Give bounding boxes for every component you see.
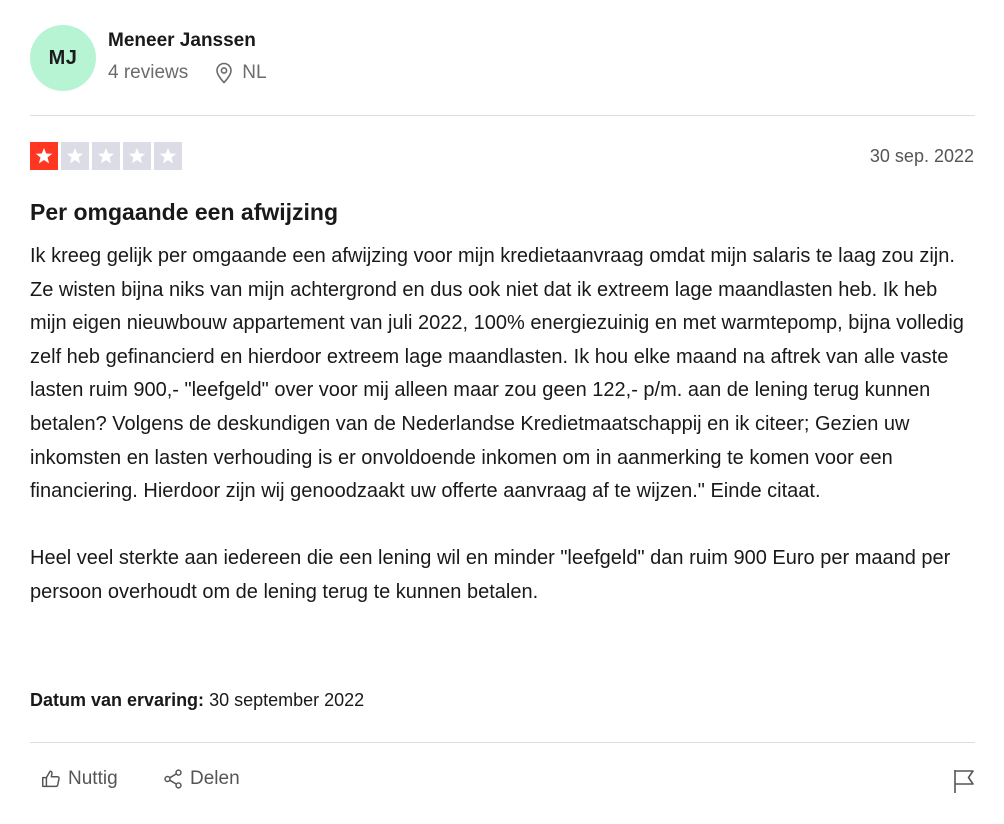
useful-button[interactable] — [40, 768, 118, 790]
star-rating — [30, 142, 182, 170]
share-icon — [162, 768, 184, 790]
experience-date — [30, 690, 364, 711]
review-body — [30, 240, 975, 610]
review-paragraph: Ik kreeg gelijk per omgaande een afwijzing voor mijn kredietaanvraag omdat mijn salaris te laag zou zijn. Ze wisten bijna niks van mijn achtergrond en dus ook niet dat ik extreem lage maandlasten heb. Ik heb mijn eigen nieuwbouw appartement van juli 2022, 100% energiezuinig en met warmtepomp, bijna volledig zelf heb gefinancierd en hierdoor extreem lage maandlasten. Ik hou elke maand na aftrek van alle vaste lasten ruim 900,- "leefgeld" over voor mij alleen maar zou geen 122,- p/m. aan de lening terug kunnen betalen? Volgens de deskundigen van de Nederlandse Kredietmaatschappij en ik citeer; Gezien uw inkomsten en lasten verhouding is er onvoldoende inkomen om in aanmerking te komen voor een financiering. Hierdoor zijn wij genoodzaakt uw offerte aanvraag af te wijzen." Einde citaat. — [30, 245, 964, 503]
location-pin-icon — [214, 62, 234, 84]
divider — [30, 115, 975, 116]
star-filled-icon — [30, 142, 58, 170]
star-empty-icon — [61, 142, 89, 170]
share-button[interactable] — [162, 768, 240, 790]
star-empty-icon — [154, 142, 182, 170]
thumbs-up-icon — [40, 768, 62, 790]
report-button[interactable] — [952, 768, 976, 794]
review-paragraph: Heel veel sterkte aan iedereen die een lening wil en minder "leefgeld" dan ruim 900 Euro per maand per persoon overhoudt om de lening terug te kunnen betalen. — [30, 547, 951, 603]
reviewer-meta — [108, 62, 267, 84]
reviewer-country: NL — [242, 62, 267, 83]
review-date: 30 sep. 2022 — [869, 146, 974, 166]
experience-label: Datum van ervaring: — [30, 690, 205, 710]
share-label: Delen — [190, 768, 240, 789]
star-empty-icon — [92, 142, 120, 170]
flag-icon — [952, 768, 976, 794]
avatar[interactable]: MJ — [30, 25, 96, 91]
divider — [30, 742, 975, 743]
review-title[interactable]: Per omgaande een afwijzing — [30, 199, 339, 225]
experience-value: 30 september 2022 — [204, 690, 365, 710]
star-empty-icon — [123, 142, 151, 170]
reviews-count: 4 reviews — [108, 62, 189, 83]
useful-label: Nuttig — [68, 768, 118, 789]
reviewer-name[interactable]: Meneer Janssen — [108, 30, 256, 51]
